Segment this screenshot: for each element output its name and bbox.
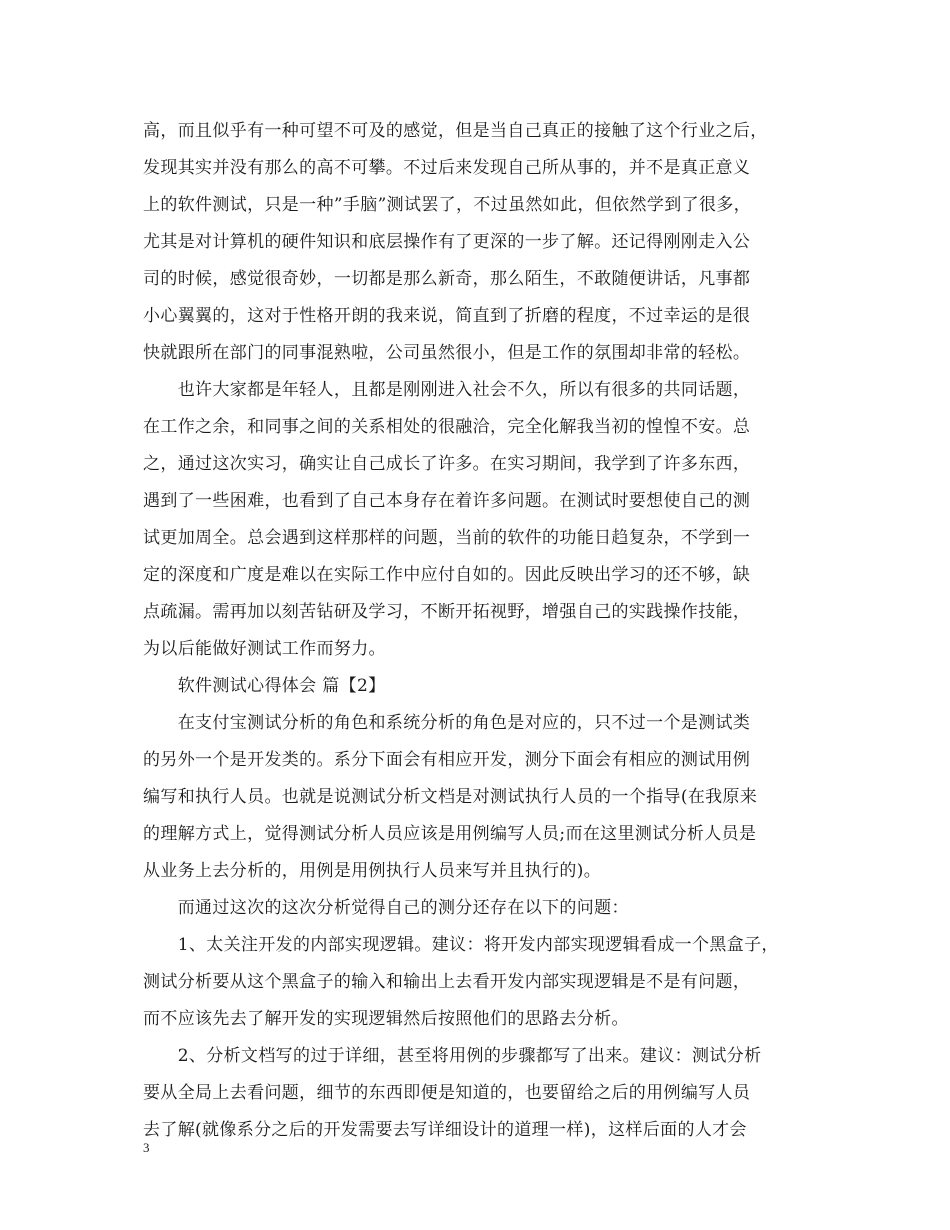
text-line: 快就跟所在部门的同事混熟啦，公司虽然很小，但是工作的氛围却非常的轻松。 (143, 343, 751, 363)
text-line: 试更加周全。总会遇到这样那样的问题，当前的软件的功能日趋复杂，不学到一 (143, 528, 751, 548)
text-line: 遇到了一些困难，也看到了自己本身存在着许多问题。在测试时要想使自己的测 (143, 491, 751, 511)
text-line: 定的深度和广度是难以在实际工作中应付自如的。因此反映出学习的还不够，缺 (143, 565, 751, 585)
text-line: 的另外一个是开发类的。系分下面会有相应开发，测分下面会有相应的测试用例 (143, 750, 751, 770)
text-line: 测试分析要从这个黑盒子的输入和输出上去看开发内部实现逻辑是不是有问题， (143, 972, 751, 992)
text-line: 高，而且似乎有一种可望不可及的感觉，但是当自己真正的接触了这个行业之后， (143, 121, 768, 141)
text-line: 在支付宝测试分析的角色和系统分析的角色是对应的，只不过一个是测试类 (143, 713, 751, 733)
text-line: 而通过这次的这次分析觉得自己的测分还存在以下的问题： (143, 898, 629, 918)
text-line: 之，通过这次实习，确实让自己成长了许多。在实习期间，我学到了许多东西， (143, 454, 751, 474)
text-line: 1、太关注开发的内部实现逻辑。建议：将开发内部实现逻辑看成一个黑盒子， (143, 935, 779, 955)
text-line: 在工作之余，和同事之间的关系相处的很融洽，完全化解我当初的惶惶不安。总 (143, 417, 751, 437)
text-line: 也许大家都是年轻人，且都是刚刚进入社会不久，所以有很多的共同话题， (143, 380, 751, 400)
text-line: 为以后能做好测试工作而努力。 (143, 639, 386, 659)
section-heading: 软件测试心得体会 篇【2】 (143, 676, 386, 696)
text-line: 编写和执行人员。也就是说测试分析文档是对测试执行人员的一个指导(在我原来 (143, 787, 758, 807)
text-line: 点疏漏。需再加以刻苦钻研及学习，不断开拓视野，增强自己的实践操作技能， (143, 602, 751, 622)
text-line: 发现其实并没有那么的高不可攀。不过后来发现自己所从事的，并不是真正意义 (143, 158, 751, 178)
text-line: 上的软件测试，只是一种”手脑”测试罢了，不过虽然如此，但依然学到了很多， (143, 195, 751, 215)
page-number: 3 (143, 1140, 150, 1155)
text-line: 要从全局上去看问题，细节的东西即便是知道的，也要留给之后的用例编写人员 (143, 1083, 751, 1103)
text-line: 尤其是对计算机的硬件知识和底层操作有了更深的一步了解。还记得刚刚走入公 (143, 232, 751, 252)
text-line: 的理解方式上，觉得测试分析人员应该是用例编写人员;而在这里测试分析人员是 (143, 824, 757, 844)
text-line: 去了解(就像系分之后的开发需要去写详细设计的道理一样)，这样后面的人才会 (143, 1120, 747, 1140)
text-line: 司的时候，感觉很奇妙，一切都是那么新奇，那么陌生，不敢随便讲话，凡事都 (143, 269, 751, 289)
text-line: 小心翼翼的，这对于性格开朗的我来说，简直到了折磨的程度，不过幸运的是很 (143, 306, 751, 326)
text-line: 从业务上去分析的，用例是用例执行人员来写并且执行的)。 (143, 861, 602, 881)
text-line: 而不应该先去了解开发的实现逻辑然后按照他们的思路去分析。 (143, 1009, 629, 1029)
text-line: 2、分析文档写的过于详细，甚至将用例的步骤都写了出来。建议：测试分析 (143, 1046, 762, 1066)
